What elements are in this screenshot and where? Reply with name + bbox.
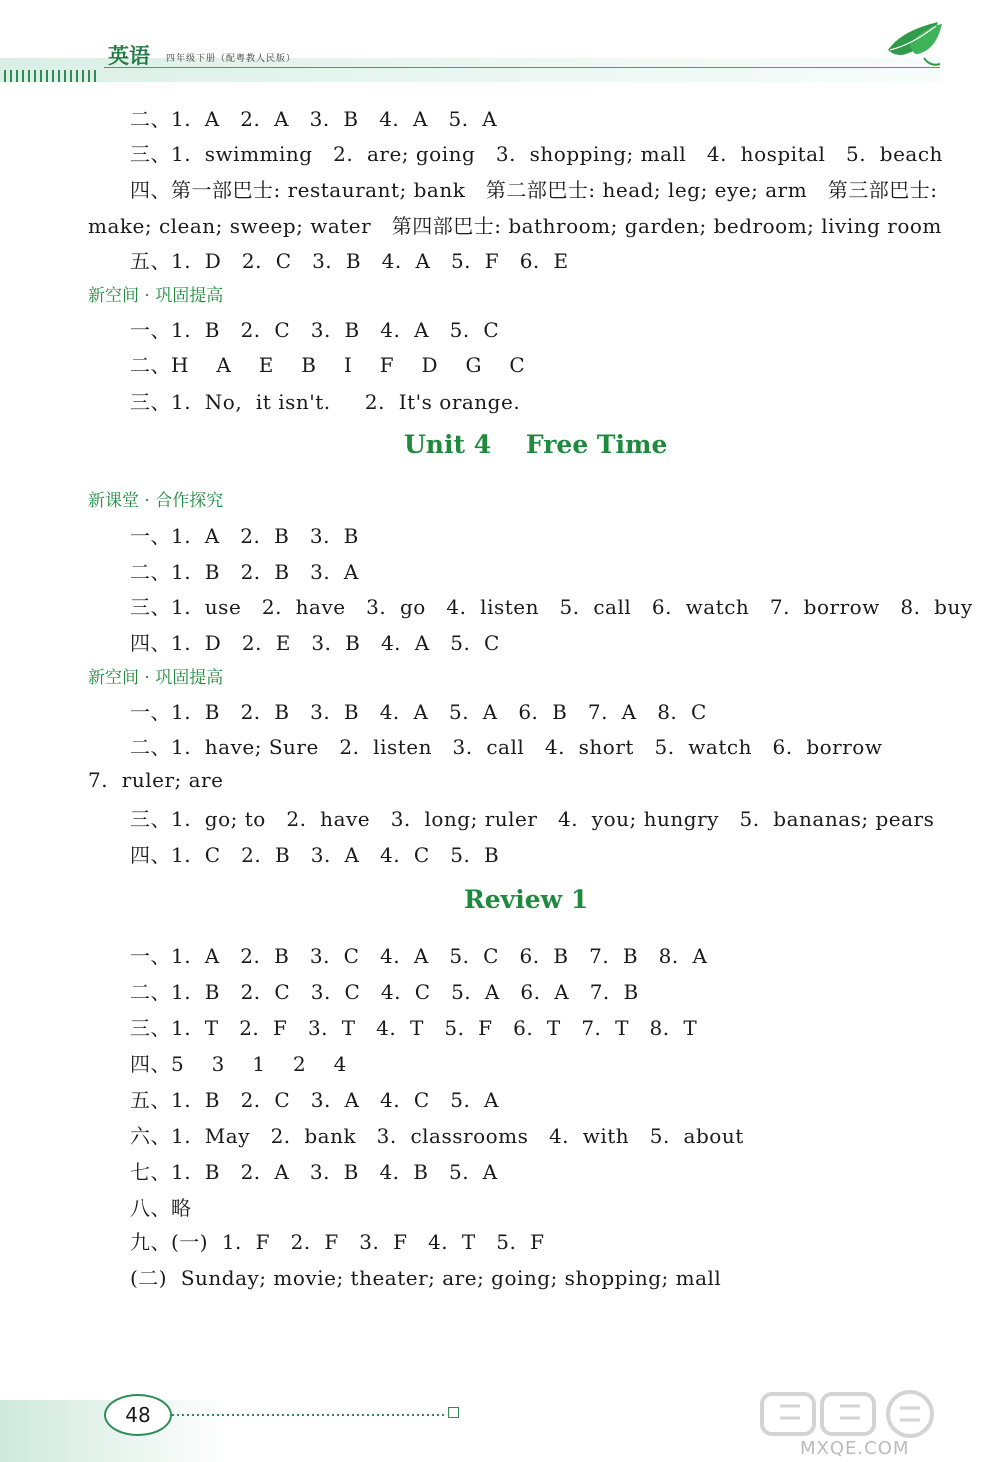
leaf-icon (880, 14, 950, 70)
answer-line: make; clean; sweep; water 第四部巴士: bathroom; garden; bedroom; living room (88, 214, 942, 238)
answer-line: (二) Sunday; movie; theater; are; going; shopping; mall (130, 1266, 722, 1290)
answer-line: 三、1. swimming 2. are; going 3. shopping; mall 4. hospital 5. beach (130, 142, 943, 166)
answer-line: 三、1. No, it isn't. 2. It's orange. (130, 390, 521, 414)
answer-line: 二、1. A 2. A 3. B 4. A 5. A (130, 107, 498, 131)
watermark-text: MXQE.COM (800, 1438, 910, 1459)
answer-line: 六、1. May 2. bank 3. classrooms 4. with 5. about (130, 1124, 744, 1148)
section-heading: 新空间 · 巩固提高 (88, 286, 224, 306)
answer-line: 一、1. B 2. B 3. B 4. A 5. A 6. B 7. A 8. C (130, 700, 707, 724)
section-heading: 新空间 · 巩固提高 (88, 668, 224, 688)
answer-line: 7. ruler; are (88, 768, 224, 792)
answer-line: 三、1. use 2. have 3. go 4. listen 5. call 6. watch 7. borrow 8. buy (130, 595, 973, 619)
answer-line: 三、1. go; to 2. have 3. long; ruler 4. you; hungry 5. bananas; pears (130, 807, 935, 831)
answer-line: 五、1. D 2. C 3. B 4. A 5. F 6. E (130, 249, 569, 273)
section-heading: 新课堂 · 合作探究 (88, 491, 224, 511)
subject-title: 英语 (108, 43, 150, 68)
answer-line: 二、1. B 2. C 3. C 4. C 5. A 6. A 7. B (130, 980, 639, 1004)
square-marker (448, 1407, 459, 1418)
answer-line: 二、1. B 2. B 3. A (130, 560, 359, 584)
answer-line: 二、1. have; Sure 2. listen 3. call 4. short 5. watch 6. borrow (130, 735, 883, 759)
answer-line: 八、略 (130, 1196, 192, 1220)
review-title: Review 1 (464, 885, 589, 914)
answer-line: 四、1. D 2. E 3. B 4. A 5. C (130, 631, 500, 655)
header-tick-marks (4, 70, 100, 82)
answer-line: 三、1. T 2. F 3. T 4. T 5. F 6. T 7. T 8. T (130, 1016, 698, 1040)
answer-line: 七、1. B 2. A 3. B 4. B 5. A (130, 1160, 498, 1184)
answer-line: 二、H A E B I F D G C (130, 353, 526, 377)
answer-line: 一、1. B 2. C 3. B 4. A 5. C (130, 318, 500, 342)
answer-line: 一、1. A 2. B 3. C 4. A 5. C 6. B 7. B 8. A (130, 944, 708, 968)
answer-line: 五、1. B 2. C 3. A 4. C 5. A (130, 1088, 499, 1112)
answer-line: 四、5 3 1 2 4 (130, 1052, 347, 1076)
page-number: 48 (104, 1394, 172, 1436)
page-header (0, 0, 1000, 90)
header-rule (104, 67, 940, 68)
answer-line: 九、(一) 1. F 2. F 3. F 4. T 5. F (130, 1230, 545, 1254)
dotted-leader (172, 1414, 444, 1416)
edition-label: 四年级下册（配粤教人民版） (166, 54, 297, 64)
answer-line: 一、1. A 2. B 3. B (130, 524, 359, 548)
answer-line: 四、1. C 2. B 3. A 4. C 5. B (130, 843, 500, 867)
unit-title: Unit 4 Free Time (404, 430, 668, 459)
page-footer (0, 1390, 1000, 1462)
answer-line: 四、第一部巴士: restaurant; bank 第二部巴士: head; leg; eye; arm 第三部巴士: (130, 178, 938, 202)
